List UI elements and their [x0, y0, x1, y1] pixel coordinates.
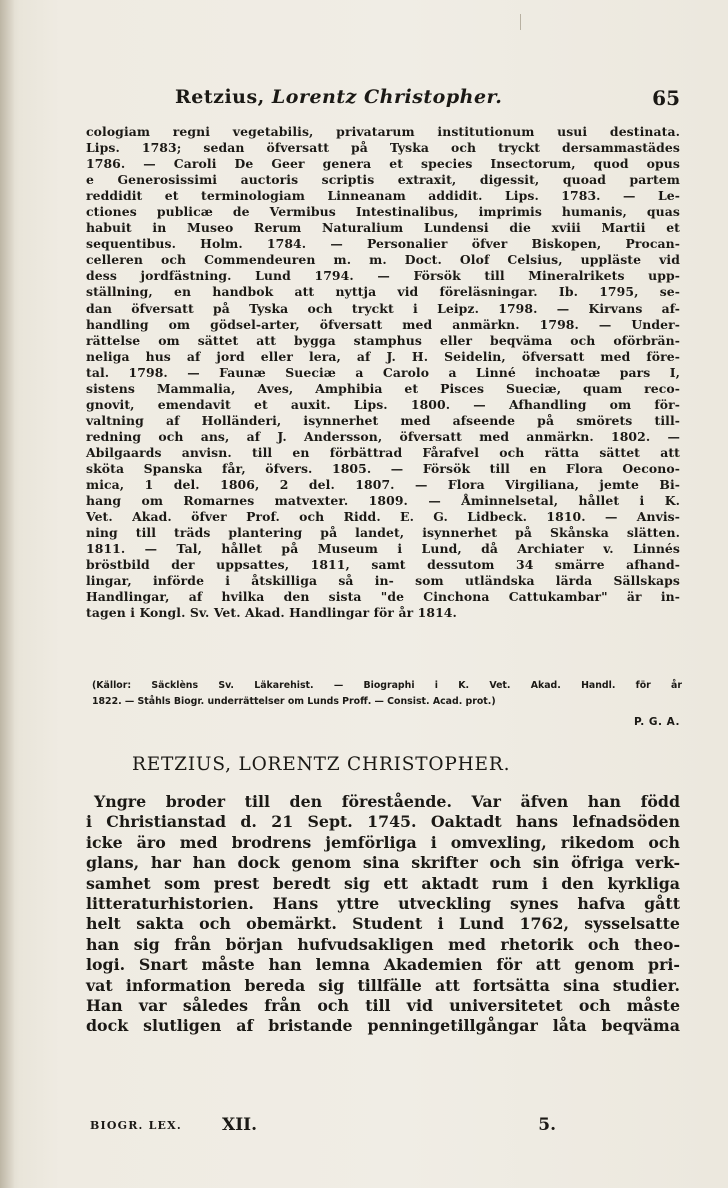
text-line: han sig från början hufvudsakligen med rhetorik och theo- [86, 934, 680, 954]
running-head-title [175, 86, 502, 108]
text-line: icke äro med brodrens jemförliga i omvexling, rikedom och [86, 832, 680, 852]
text-line: Handlingar, af hvilka den sista "de Cinchona Cattukambar" är in- [86, 589, 680, 605]
text-line: celleren och Commendeuren m. m. Doct. Olof Celsius, uppläste vid [86, 252, 680, 268]
text-line: samhet som prest beredt sig ett aktadt rum i den kyrkliga [86, 873, 680, 893]
text-line: tagen i Kongl. Sv. Vet. Akad. Handlingar för år 1814. [86, 605, 457, 621]
text-line: Yngre broder till den förestående. Var äfven han född [94, 792, 680, 811]
article-2-body [86, 792, 680, 1037]
text-line: e Generosissimi auctoris scriptis extraxit, digessit, quoad partem [86, 172, 680, 188]
source-line: 1822. — Ståhls Biogr. underrättelser om Lunds Proff. — Consist. Acad. prot.) [92, 696, 496, 707]
text-line: valtning af Holländeri, isynnerhet med afseende på smörets till- [86, 412, 680, 428]
text-line: habuit in Museo Rerum Naturalium Lundensi die xviii Martii et [86, 220, 680, 236]
text-line: redning och ans, af J. Andersson, öfversatt med anmärkn. 1802. — [86, 428, 680, 444]
text-line: hang om Romarnes matvexter. 1809. — Åminnelsetal, hållet i K. [86, 493, 680, 509]
author-signature: P. G. A. [634, 716, 680, 728]
running-head-name-italic: Lorentz Christopher. [271, 86, 503, 108]
text-line: handling om gödsel-arter, öfversatt med anmärkn. 1798. — Under- [86, 316, 680, 332]
page-number: 65 [652, 86, 680, 110]
text-line: mica, 1 del. 1806, 2 del. 1807. — Flora Virgiliana, jemte Bi- [86, 477, 680, 493]
text-line: sköta Spanska får, öfvers. 1805. — Försök till en Flora Oecono- [86, 460, 680, 476]
page-spine-shadow [0, 0, 14, 1188]
text-line: logi. Snart måste han lemna Akademien för att genom pri- [86, 955, 680, 975]
text-line: i Christianstad d. 21 Sept. 1745. Oaktadt hans lefnadsöden [86, 812, 680, 832]
text-line: Lips. 1783; sedan öfversatt på Tyska och tryckt dersammastädes [86, 140, 680, 156]
text-line: 1811. — Tal, hållet på Museum i Lund, då Archiater v. Linnés [86, 541, 680, 557]
text-line: ställning, en handbok att nyttja vid föreläsningar. Ib. 1795, se- [86, 284, 680, 300]
sources-note [92, 678, 682, 710]
text-line: Vet. Akad. öfver Prof. och Ridd. E. G. Lidbeck. 1810. — Anvis- [86, 509, 680, 525]
text-line: dock slutligen af bristande penningetillgångar låta beqväma [86, 1016, 680, 1036]
paper-mark [520, 14, 521, 30]
running-head [175, 86, 680, 112]
text-line: glans, har han dock genom sina skrifter och sin öfriga verk- [86, 853, 680, 873]
source-line: (Källor: Säcklèns Sv. Läkarehist. — Biographi i K. Vet. Akad. Handl. för år [92, 680, 682, 691]
article-heading: RETZIUS, LORENTZ CHRISTOPHER. [132, 754, 511, 775]
text-line: tal. 1798. — Faunæ Sueciæ a Carolo a Linné inchoatæ pars I, [86, 364, 680, 380]
text-line: ning till träds plantering på landet, isynnerhet på Skånska slätten. [86, 525, 680, 541]
text-line: vat information bereda sig tillfälle att fortsätta sina studier. [86, 975, 680, 995]
running-head-name: Retzius, [175, 86, 265, 108]
text-line: neliga hus af jord eller lera, af J. H. Seidelin, öfversatt med före- [86, 348, 680, 364]
text-line: helt sakta och obemärkt. Student i Lund 1762, sysselsatte [86, 914, 680, 934]
article-1-body [86, 124, 680, 621]
page-footer [86, 1115, 556, 1137]
text-line: ctiones publicæ de Vermibus Intestinalibus, imprimis humanis, quas [86, 204, 680, 220]
text-line: litteraturhistorien. Hans yttre utveckling synes hafva gått [86, 893, 680, 913]
text-line: Han var således från och till vid universitetet och måste [86, 995, 680, 1015]
footer-sheet-number: 5. [538, 1115, 556, 1135]
text-line: sequentibus. Holm. 1784. — Personalier öfver Biskopen, Procan- [86, 236, 680, 252]
footer-volume: XII. [222, 1115, 258, 1135]
footer-signature-mark: BIOGR. LEX. [90, 1119, 182, 1132]
text-line: Abilgaards anvisn. till en förbättrad Fårafvel och rätta sättet att [86, 444, 680, 460]
text-line: dan öfversatt på Tyska och tryckt i Leipz. 1798. — Kirvans af- [86, 300, 680, 316]
text-line: gnovit, emendavit et auxit. Lips. 1800. — Afhandling om för- [86, 396, 680, 412]
text-line: 1786. — Caroli De Geer genera et species Insectorum, quod opus [86, 156, 680, 172]
text-line: rättelse om sättet att bygga stamphus eller beqväma och oförbrän- [86, 332, 680, 348]
text-line: reddidit et terminologiam Linneanam addidit. Lips. 1783. — Le- [86, 188, 680, 204]
text-line: cologiam regni vegetabilis, privatarum institutionum usui destinata. [86, 124, 680, 139]
text-line: dess jordfästning. Lund 1794. — Försök till Mineralrikets upp- [86, 268, 680, 284]
text-line: bröstbild der uppsattes, 1811, samt dessutom 34 smärre afhand- [86, 557, 680, 573]
text-line: sistens Mammalia, Aves, Amphibia et Pisces Sueciæ, quam reco- [86, 380, 680, 396]
text-line: lingar, införde i åtskilliga så in- som utländska lärda Sällskaps [86, 573, 680, 589]
